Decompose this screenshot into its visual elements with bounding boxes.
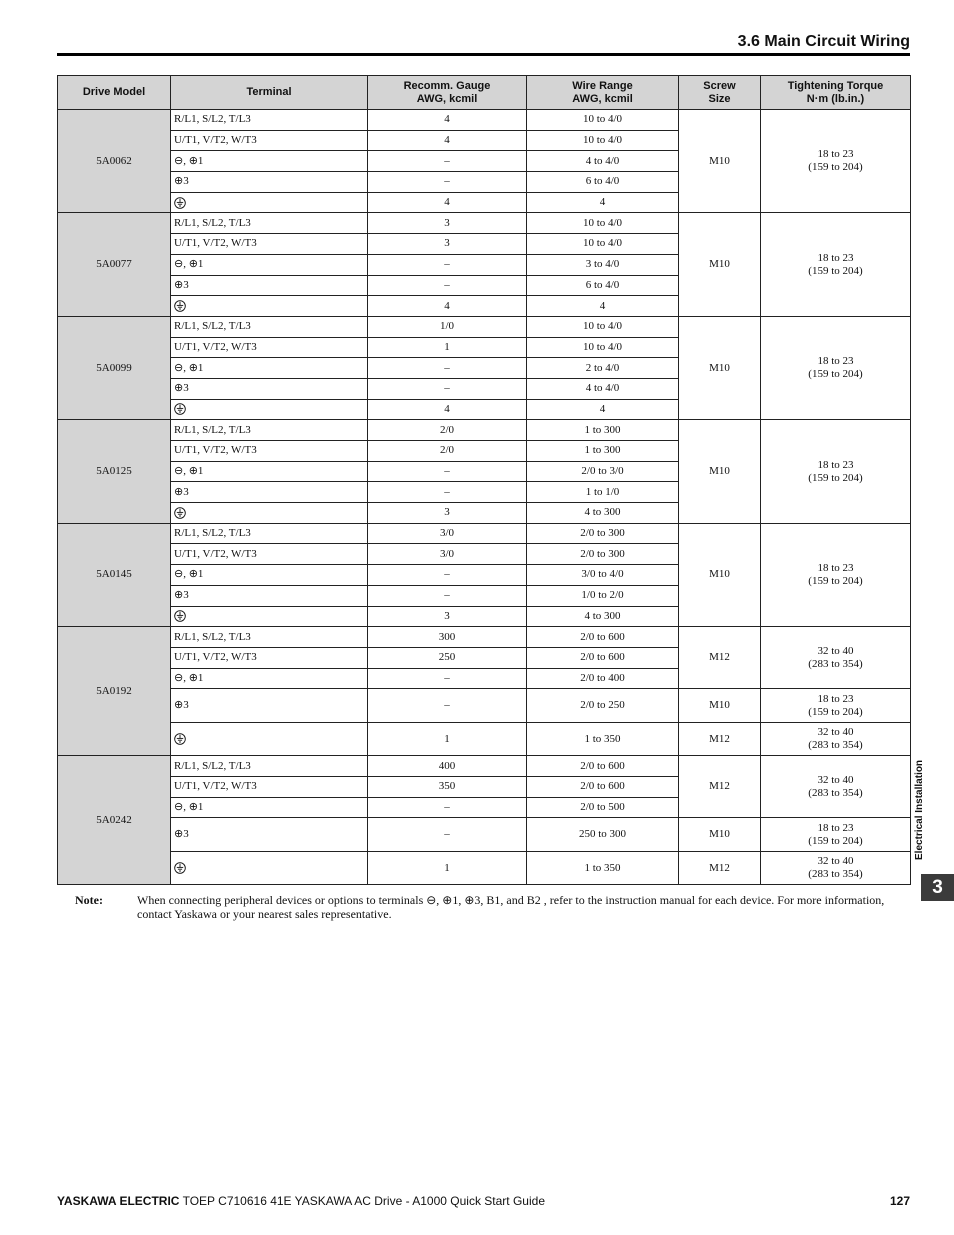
screw-size-cell: M10 [679, 110, 761, 213]
ground-icon [174, 733, 186, 745]
recomm-gauge-cell: – [368, 172, 527, 193]
header-screw-size [679, 76, 761, 110]
terminal-cell: ⊖, ⊕1 [171, 565, 368, 586]
wire-range-cell: 2/0 to 300 [527, 544, 679, 565]
wire-range-cell: 2/0 to 250 [527, 689, 679, 723]
drive-model-cell: 5A0242 [58, 756, 171, 885]
terminal-cell [171, 503, 368, 524]
recomm-gauge-cell: 1 [368, 722, 527, 756]
recomm-gauge-cell: – [368, 818, 527, 852]
torque-nm: 32 to 40 [817, 855, 854, 868]
recomm-gauge-cell: 3/0 [368, 523, 527, 544]
recomm-gauge-cell: 3 [368, 503, 527, 524]
wire-range-cell: 2/0 to 3/0 [527, 461, 679, 482]
torque-lbin: (283 to 354) [808, 786, 863, 799]
header-range-line1: Wire Range [572, 79, 633, 92]
screw-size-cell: M10 [679, 818, 761, 852]
recomm-gauge-cell: 2/0 [368, 441, 527, 462]
recomm-gauge-cell: 3/0 [368, 544, 527, 565]
table-body [58, 110, 911, 885]
wire-range-cell: 6 to 4/0 [527, 275, 679, 296]
recomm-gauge-cell: – [368, 461, 527, 482]
wire-range-cell: 10 to 4/0 [527, 337, 679, 358]
header-torque-line2: N·m (lb.in.) [806, 92, 865, 105]
torque-cell [761, 110, 911, 213]
screw-size-cell: M10 [679, 523, 761, 626]
header-range-line2: AWG, kcmil [572, 92, 633, 105]
terminal-cell: ⊕3 [171, 585, 368, 606]
recomm-gauge-cell: – [368, 585, 527, 606]
recomm-gauge-cell: – [368, 689, 527, 723]
page-number: 127 [889, 1194, 910, 1208]
wire-range-cell: 10 to 4/0 [527, 130, 679, 151]
wire-range-cell: 4 [527, 296, 679, 317]
recomm-gauge-cell: – [368, 275, 527, 296]
terminal-cell [171, 192, 368, 213]
header-screw-line1: Screw [703, 79, 736, 92]
terminal-cell [171, 399, 368, 420]
header-drive-model: Drive Model [58, 76, 171, 110]
wire-range-cell: 1 to 350 [527, 722, 679, 756]
terminal-cell: R/L1, S/L2, T/L3 [171, 756, 368, 777]
screw-size-cell: M10 [679, 213, 761, 316]
recomm-gauge-cell: 1 [368, 851, 527, 885]
wire-range-cell: 3 to 4/0 [527, 254, 679, 275]
footer [57, 1194, 910, 1208]
table-row [58, 523, 911, 544]
terminal-cell: ⊖, ⊕1 [171, 797, 368, 818]
screw-size-cell: M12 [679, 627, 761, 689]
wire-range-cell: 4 [527, 192, 679, 213]
torque-nm: 18 to 23 [817, 355, 854, 368]
recomm-gauge-cell: 3 [368, 606, 527, 627]
wire-range-cell: 1 to 1/0 [527, 482, 679, 503]
table-row [58, 627, 911, 648]
header-wire-range [527, 76, 679, 110]
header-torque-line1: Tightening Torque [787, 79, 884, 92]
terminal-cell [171, 296, 368, 317]
wire-range-cell: 4 to 300 [527, 503, 679, 524]
torque-nm: 18 to 23 [817, 561, 854, 574]
torque-nm: 18 to 23 [817, 251, 854, 264]
ground-icon [174, 197, 186, 209]
wire-range-cell: 2 to 4/0 [527, 358, 679, 379]
terminal-cell: R/L1, S/L2, T/L3 [171, 213, 368, 234]
recomm-gauge-cell: 4 [368, 296, 527, 317]
recomm-gauge-cell: – [368, 482, 527, 503]
torque-cell [761, 627, 911, 689]
torque-nm: 18 to 23 [817, 692, 854, 705]
terminal-cell: ⊖, ⊕1 [171, 461, 368, 482]
terminal-cell: U/T1, V/T2, W/T3 [171, 130, 368, 151]
recomm-gauge-cell: 4 [368, 399, 527, 420]
torque-nm: 32 to 40 [817, 644, 854, 657]
terminal-cell: ⊕3 [171, 172, 368, 193]
header-gauge-line1: Recomm. Gauge [403, 79, 491, 92]
recomm-gauge-cell: 350 [368, 776, 527, 797]
ground-icon [174, 862, 186, 874]
footer-doc-title: TOEP C710616 41E YASKAWA AC Drive - A1000 Quick Start Guide [179, 1194, 545, 1208]
screw-size-cell: M12 [679, 722, 761, 756]
recomm-gauge-cell: 1 [368, 337, 527, 358]
table-row [58, 851, 911, 885]
torque-cell [761, 316, 911, 419]
terminal-cell: ⊕3 [171, 818, 368, 852]
torque-lbin: (159 to 204) [808, 834, 863, 847]
torque-lbin: (159 to 204) [808, 161, 863, 174]
terminal-cell [171, 606, 368, 627]
torque-nm: 18 to 23 [817, 148, 854, 161]
drive-model-cell: 5A0125 [58, 420, 171, 523]
terminal-cell: R/L1, S/L2, T/L3 [171, 420, 368, 441]
wire-range-cell: 1 to 300 [527, 441, 679, 462]
recomm-gauge-cell: 250 [368, 647, 527, 668]
wire-range-cell: 1 to 350 [527, 851, 679, 885]
torque-lbin: (159 to 204) [808, 471, 863, 484]
torque-lbin: (283 to 354) [808, 739, 863, 751]
torque-cell [761, 722, 911, 756]
drive-model-cell: 5A0077 [58, 213, 171, 316]
torque-nm: 32 to 40 [817, 773, 854, 786]
section-title: 3.6 Main Circuit Wiring [737, 33, 910, 50]
note-text: When connecting peripheral devices or options to terminals ⊖, ⊕1, ⊕3, B1, and B2 , refer to the instruction manual for each device. For more information, contact Yaskawa or your nearest sales representative. [137, 893, 885, 921]
header-terminal: Terminal [171, 76, 368, 110]
recomm-gauge-cell: 4 [368, 192, 527, 213]
header-screw-line2: Size [708, 92, 731, 105]
terminal-cell: U/T1, V/T2, W/T3 [171, 337, 368, 358]
wire-range-cell: 6 to 4/0 [527, 172, 679, 193]
torque-lbin: (159 to 204) [808, 574, 863, 587]
torque-nm: 32 to 40 [817, 726, 854, 738]
screw-size-cell: M10 [679, 420, 761, 523]
table-row [58, 420, 911, 441]
recomm-gauge-cell: 400 [368, 756, 527, 777]
wire-range-cell: 2/0 to 600 [527, 756, 679, 777]
recomm-gauge-cell: 4 [368, 110, 527, 131]
side-section-label: Electrical Installation [914, 759, 925, 860]
wire-range-cell: 2/0 to 600 [527, 627, 679, 648]
recomm-gauge-cell: 300 [368, 627, 527, 648]
wire-range-cell: 2/0 to 600 [527, 776, 679, 797]
recomm-gauge-cell: 2/0 [368, 420, 527, 441]
recomm-gauge-cell: – [368, 797, 527, 818]
drive-model-cell: 5A0099 [58, 316, 171, 419]
terminal-cell: R/L1, S/L2, T/L3 [171, 523, 368, 544]
terminal-cell: ⊕3 [171, 689, 368, 723]
terminal-cell: ⊕3 [171, 378, 368, 399]
ground-icon [174, 300, 186, 312]
terminal-cell: R/L1, S/L2, T/L3 [171, 316, 368, 337]
terminal-cell: ⊖, ⊕1 [171, 254, 368, 275]
wire-range-cell: 10 to 4/0 [527, 110, 679, 131]
torque-cell [761, 213, 911, 316]
wire-range-cell: 1 to 300 [527, 420, 679, 441]
wire-range-cell: 2/0 to 600 [527, 647, 679, 668]
table-row [58, 689, 911, 723]
recomm-gauge-cell: – [368, 254, 527, 275]
wire-range-cell: 2/0 to 300 [527, 523, 679, 544]
torque-lbin: (159 to 204) [808, 264, 863, 277]
terminal-cell: ⊖, ⊕1 [171, 151, 368, 172]
torque-cell [761, 689, 911, 723]
wire-range-cell: 4 to 4/0 [527, 151, 679, 172]
note-label: Note: [75, 893, 103, 907]
table-row [58, 110, 911, 131]
terminal-cell: U/T1, V/T2, W/T3 [171, 234, 368, 255]
title-rule [57, 53, 910, 56]
recomm-gauge-cell: – [368, 668, 527, 689]
screw-size-cell: M10 [679, 316, 761, 419]
recomm-gauge-cell: 3 [368, 213, 527, 234]
ground-icon [174, 507, 186, 519]
recomm-gauge-cell: – [368, 151, 527, 172]
terminal-cell: ⊕3 [171, 482, 368, 503]
footer-brand: YASKAWA ELECTRIC [57, 1194, 180, 1208]
table-header-row [58, 76, 911, 110]
wire-range-cell: 10 to 4/0 [527, 213, 679, 234]
terminal-cell: R/L1, S/L2, T/L3 [171, 627, 368, 648]
wire-range-cell: 4 [527, 399, 679, 420]
chapter-tab: 3 [921, 874, 954, 901]
terminal-cell: R/L1, S/L2, T/L3 [171, 110, 368, 131]
recomm-gauge-cell: 3 [368, 234, 527, 255]
ground-icon [174, 610, 186, 622]
torque-lbin: (283 to 354) [808, 657, 863, 670]
drive-model-cell: 5A0062 [58, 110, 171, 213]
torque-cell [761, 523, 911, 626]
wire-range-cell: 10 to 4/0 [527, 316, 679, 337]
terminal-cell: U/T1, V/T2, W/T3 [171, 776, 368, 797]
table-row [58, 316, 911, 337]
table-row [58, 722, 911, 756]
wire-range-cell: 2/0 to 400 [527, 668, 679, 689]
terminal-cell: U/T1, V/T2, W/T3 [171, 544, 368, 565]
terminal-cell [171, 851, 368, 885]
torque-nm: 18 to 23 [817, 821, 854, 834]
drive-model-cell: 5A0192 [58, 627, 171, 756]
torque-lbin: (283 to 354) [808, 868, 863, 881]
wire-range-cell: 10 to 4/0 [527, 234, 679, 255]
screw-size-cell: M10 [679, 689, 761, 723]
torque-nm: 18 to 23 [817, 458, 854, 471]
recomm-gauge-cell: – [368, 378, 527, 399]
table-row [58, 756, 911, 777]
torque-cell [761, 420, 911, 523]
header-recomm-gauge [368, 76, 527, 110]
wire-range-cell: 4 to 4/0 [527, 378, 679, 399]
table-row [58, 213, 911, 234]
drive-model-cell: 5A0145 [58, 523, 171, 626]
terminal-cell: ⊖, ⊕1 [171, 358, 368, 379]
screw-size-cell: M12 [679, 851, 761, 885]
torque-cell [761, 756, 911, 818]
recomm-gauge-cell: 1/0 [368, 316, 527, 337]
terminal-cell [171, 722, 368, 756]
wire-range-cell: 1/0 to 2/0 [527, 585, 679, 606]
torque-cell [761, 818, 911, 852]
wire-range-cell: 2/0 to 500 [527, 797, 679, 818]
terminal-cell: ⊖, ⊕1 [171, 668, 368, 689]
wire-gauge-table [57, 75, 911, 885]
wire-range-cell: 4 to 300 [527, 606, 679, 627]
recomm-gauge-cell: 4 [368, 130, 527, 151]
wire-range-cell: 3/0 to 4/0 [527, 565, 679, 586]
wire-range-cell: 250 to 300 [527, 818, 679, 852]
torque-lbin: (159 to 204) [808, 705, 863, 718]
torque-cell [761, 851, 911, 885]
screw-size-cell: M12 [679, 756, 761, 818]
torque-lbin: (159 to 204) [808, 368, 863, 381]
table-row [58, 818, 911, 852]
header-torque [761, 76, 911, 110]
recomm-gauge-cell: – [368, 565, 527, 586]
terminal-cell: U/T1, V/T2, W/T3 [171, 441, 368, 462]
recomm-gauge-cell: – [368, 358, 527, 379]
terminal-cell: ⊕3 [171, 275, 368, 296]
header-gauge-line2: AWG, kcmil [416, 92, 478, 105]
terminal-cell: U/T1, V/T2, W/T3 [171, 647, 368, 668]
ground-icon [174, 403, 186, 415]
